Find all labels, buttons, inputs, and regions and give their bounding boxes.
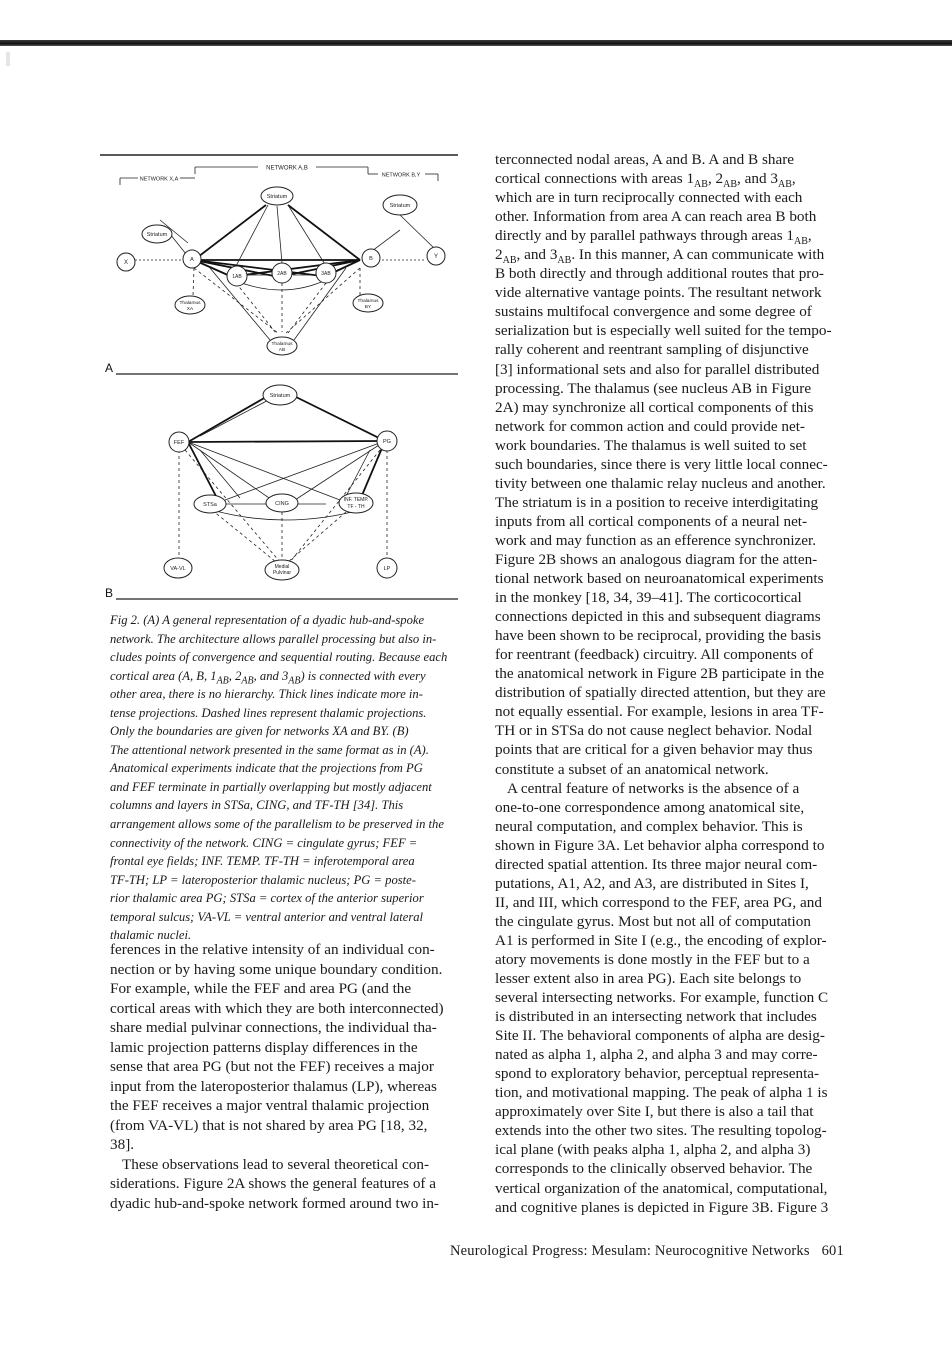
node-inf-temp-2: TF - TH <box>347 504 365 510</box>
text-line: for reentrant (feedback) circuitry. All components of <box>495 646 814 664</box>
text-line: columns and layers in STSa, CING, and TF-TH [34]. This <box>110 798 404 813</box>
node-cing: CING <box>275 501 289 507</box>
text-line: directed spatial attention. Its three major neural com- <box>495 855 818 873</box>
figure-caption <box>110 611 458 945</box>
text-line: inputs from all cortical components of a neural net- <box>495 512 808 530</box>
node-striatum-left: Striatum <box>146 232 168 238</box>
text-line: II, and III, which correspond to the FEF, area PG, and <box>495 893 822 911</box>
text-line: TH or in STSa do not cause neglect behavior. Nodal <box>495 722 813 740</box>
text-line: 38]. <box>110 1136 135 1153</box>
text-line: tivity between one thalamic relay nucleus and another. <box>495 474 826 492</box>
text-line: tional network based on neuroanatomical experiments <box>495 570 824 588</box>
text-line: network. The architecture allows parallel processing but also in- <box>110 631 437 646</box>
text-line: TF-TH; LP = lateroposterior thalamic nucleus; PG = poste- <box>110 872 416 887</box>
text-line: For example, while the FEF and area PG (and the <box>110 980 412 997</box>
text-line: work and may function as an efference synchronizer. <box>495 531 817 549</box>
text-line: corresponds to the clinically observed behavior. The <box>495 1160 813 1178</box>
node-thalamus-xa-1: Thalamus <box>179 301 201 306</box>
figure-2-diagram <box>100 150 460 600</box>
page-top-rule <box>0 40 952 46</box>
panel-b <box>105 385 458 600</box>
text-line: connections depicted in this and subsequent diagrams <box>495 608 821 626</box>
text-line: serialization but is especially well suited for the tempo- <box>495 322 832 340</box>
text-line: rally coherent and reentrant sampling of disjunctive <box>495 341 809 359</box>
text-line: directly and by parallel pathways through areas $1_{AB}$, <box>495 227 812 248</box>
text-line: which are in turn reciprocally connected with each <box>495 189 803 207</box>
text-line: cortical areas with which they are both interconnected) <box>110 999 444 1017</box>
text-line: network for common action and could provide net- <box>495 417 805 435</box>
node-stsa: STSa <box>203 502 217 508</box>
text-line: several intersecting networks. For example, function C <box>495 989 829 1007</box>
node-vavl: VA-VL <box>170 566 186 572</box>
panel-b-label: B <box>105 586 114 600</box>
node-2ab: 2AB <box>277 271 287 277</box>
node-fef: FEF <box>173 440 185 446</box>
network-ab-label: NETWORK A,B <box>266 165 308 172</box>
node-a: A <box>190 257 194 263</box>
text-line: input from the lateroposterior thalamus (LP), whereas <box>110 1077 437 1095</box>
panel-a-label: A <box>105 361 114 375</box>
text-line: 2A) may synchronize all cortical components of this <box>495 398 814 416</box>
caption-text <box>110 611 458 945</box>
left-paragraph-1 <box>110 940 462 1155</box>
text-line: shown in Figure 3A. Let behavior alpha correspond to <box>495 836 825 854</box>
text-line: other area, there is no hierarchy. Thick lines indicate more in- <box>110 687 423 702</box>
text-line: thalamic nuclei. <box>110 928 192 943</box>
text-line: ferences in the relative intensity of an individual con- <box>110 941 435 958</box>
text-line: is distributed in an intersecting network that includes <box>495 1008 817 1026</box>
text-line: the anatomical network in Figure 2B participate in the <box>495 665 824 683</box>
node-b-striatum: Striatum <box>269 393 291 399</box>
text-line: sustains multifocal convergence and some degree of <box>495 303 812 321</box>
text-line: $2_{AB}$, and $3_{AB}$. In this manner, A can communicate with <box>495 246 825 267</box>
text-line: the FEF receives a major ventral thalamic projection <box>110 1097 430 1114</box>
figure-2 <box>100 150 460 600</box>
text-line: one-to-one correspondence among anatomical site, <box>495 798 805 816</box>
text-line: These observations lead to several theoretical con- <box>122 1155 429 1173</box>
right-column-body <box>495 150 839 1217</box>
text-line: constitute a subset of an anatomical network. <box>495 760 769 778</box>
text-line: have been shown to be reciprocal, providing the basis <box>495 627 822 645</box>
node-lp: LP <box>383 566 391 572</box>
node-medial-2: Pulvinar <box>272 570 292 576</box>
text-line: dyadic hub-and-spoke network formed around two in- <box>110 1194 439 1212</box>
text-line: (from VA-VL) that is not shared by area PG [18, 32, <box>110 1116 428 1134</box>
text-line: lamic projection patterns display differences in the <box>110 1038 418 1056</box>
text-line: putations, A1, A2, and A3, are distributed in Sites I, <box>495 874 809 892</box>
text-line: arrangement allows some of the parallelism to be preserved in the <box>110 817 444 832</box>
text-line: other. Information from area A can reach area B both <box>495 208 817 226</box>
node-striatum-top: Striatum <box>266 194 288 200</box>
right-paragraph-1 <box>495 150 839 779</box>
text-line: temporal sulcus; VA-VL = ventral anterior and ventral lateral <box>110 909 424 924</box>
text-line: nated as alpha 1, alpha 2, and alpha 3 and may corre- <box>495 1046 818 1064</box>
scan-artifact <box>6 52 10 66</box>
text-line: terconnected nodal areas, A and B. A and B share <box>495 151 795 168</box>
text-line: atory movements is done mostly in the FEF but to a <box>495 950 810 968</box>
running-title: Neurological Progress: Mesulam: Neurocognitive Networks <box>450 1243 810 1259</box>
node-y: Y <box>433 254 439 260</box>
text-line: not equally essential. For example, lesions in area TF- <box>495 703 824 721</box>
text-line: points that are critical for a given behavior may thus <box>495 741 813 759</box>
node-thalamus-ab-1: Thalamus <box>271 342 293 347</box>
text-line: The attentional network presented in the same format as in (A). <box>110 742 429 757</box>
text-line: share medial pulvinar connections, the individual tha- <box>110 1019 437 1036</box>
text-line: siderations. Figure 2A shows the general features of a <box>110 1175 437 1192</box>
text-line: such boundaries, since there is very little local connec- <box>495 455 828 473</box>
text-line: work boundaries. The thalamus is well suited to set <box>495 436 807 454</box>
node-b: B <box>369 256 373 262</box>
text-line: Site II. The behavioral components of alpha are desig- <box>495 1027 825 1045</box>
text-line: A central feature of networks is the absence of a <box>507 779 800 797</box>
text-line: connectivity of the network. CING = cingulate gyrus; FEF = <box>110 835 418 850</box>
text-line: vertical organization of the anatomical, computational, <box>495 1179 828 1197</box>
text-line: cludes points of convergence and sequential routing. Because each <box>110 650 448 665</box>
node-1ab: 1AB <box>232 274 242 280</box>
network-by-label: NETWORK B,Y <box>381 172 421 179</box>
node-thalamus-by-2: BY <box>364 305 372 310</box>
text-line: nection or by having some unique boundary condition. <box>110 960 443 978</box>
text-line: Fig 2. (A) A general representation of a dyadic hub-and-spoke <box>110 613 425 627</box>
text-line: frontal eye fields; INF. TEMP. TF-TH = inferotemporal area <box>110 854 415 869</box>
page-number: 601 <box>821 1243 844 1259</box>
text-line: rior thalamic area PG; STSa = cortex of the anterior superior <box>110 891 424 906</box>
text-line: vide alternative vantage points. The resultant network <box>495 284 822 302</box>
node-pg: PG <box>383 439 391 445</box>
text-line: cortical area (A, B, $1_{AB}$, $2_{AB}$, and $3_{AB}$) is connected with every <box>110 668 426 687</box>
text-line: extends into the other two sites. The resulting topolog- <box>495 1122 827 1140</box>
text-line: processing. The thalamus (see nucleus AB in Figure <box>495 379 812 397</box>
text-line: lesser extent also in area PG). Each site belongs to <box>495 970 802 988</box>
text-line: tion, and motivational mapping. The peak of alpha 1 is <box>495 1084 828 1102</box>
text-line: cortical connections with areas $1_{AB}$, $2_{AB}$, and $3_{AB}$, <box>495 170 796 191</box>
text-line: neural computation, and complex behavior. This is <box>495 817 803 835</box>
text-line: The striatum is in a position to receive interdigitating <box>495 493 819 511</box>
node-thalamus-by-1: Thalamus <box>357 299 379 304</box>
text-line: distribution of spatially directed attention, but they are <box>495 684 826 702</box>
network-xa-label: NETWORK X,A <box>139 176 179 183</box>
node-x: X <box>123 260 129 266</box>
node-inf-temp-1: INF. TEMP. <box>343 497 369 503</box>
text-line: ical plane (with peaks alpha 1, alpha 2, and alpha 3) <box>495 1141 811 1159</box>
text-line: approximately over Site I, but there is also a tail that <box>495 1103 814 1121</box>
text-line: and FEF terminate in partially overlapping but mostly adjacent <box>110 779 432 794</box>
text-line: [3] informational sets and also for parallel distributed <box>495 360 820 378</box>
text-line: in the monkey [18, 34, 39–41]. The corticocortical <box>495 589 802 607</box>
text-line: Figure 2B shows an analogous diagram for the atten- <box>495 550 818 568</box>
text-line: spond to exploratory behavior, perceptual representa- <box>495 1065 820 1083</box>
text-line: tense projections. Dashed lines represent thalamic projections. <box>110 705 427 720</box>
node-medial-1: Medial <box>274 564 290 570</box>
text-line: the cingulate gyrus. Most but not all of computation <box>495 912 811 930</box>
text-line: Anatomical experiments indicate that the projections from PG <box>110 761 423 776</box>
node-striatum-right: Striatum <box>389 203 411 209</box>
page-footer <box>450 1243 850 1260</box>
text-line: A1 is performed in Site I (e.g., the encoding of explor- <box>495 931 827 949</box>
left-paragraph-2 <box>110 1155 462 1214</box>
right-paragraph-2 <box>495 779 839 1217</box>
node-3ab: 3AB <box>321 271 331 277</box>
node-thalamus-ab-2: AB <box>278 348 286 353</box>
text-line: and cognitive planes is depicted in Figure 3B. Figure 3 <box>495 1198 829 1216</box>
text-line: B both directly and through additional routes that pro- <box>495 265 824 283</box>
text-line: Only the boundaries are given for networks XA and BY. (B) <box>110 724 409 739</box>
left-column-body <box>110 940 462 1213</box>
panel-a <box>100 155 458 375</box>
text-line: sense that area PG (but not the FEF) receives a major <box>110 1058 434 1075</box>
node-thalamus-xa-2: XA <box>186 307 194 312</box>
